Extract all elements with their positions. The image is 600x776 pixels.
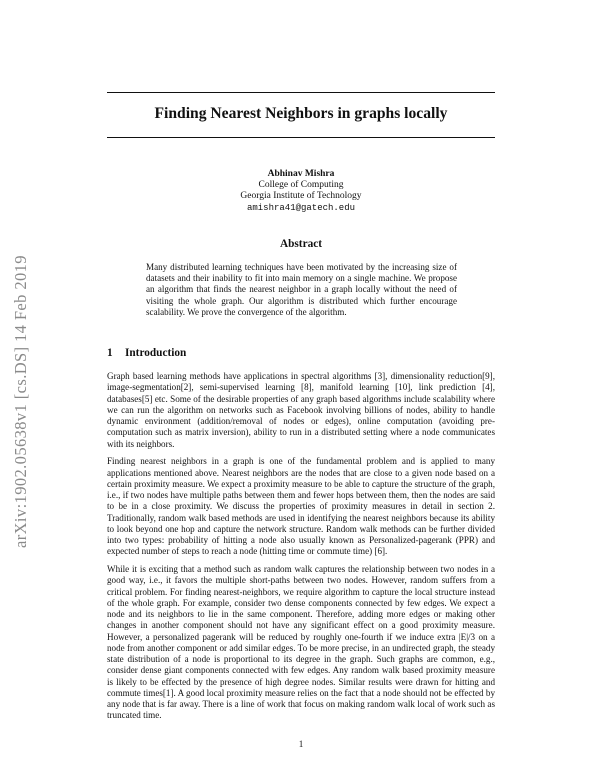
author-email: amishra41@gatech.edu — [246, 202, 356, 213]
author-name: Abhinav Mishra — [267, 169, 335, 179]
body-paragraph: Finding nearest neighbors in a graph is one of the fundamental problem and is applied to many applications mentioned above. Nearest neighbors are the nodes that are close to a given node based on a certain proximity measure. We expect a proximity measure to be able to capture the structure of the graph, i.e., if two nodes have multiple paths between them and fewer hops between them, then the nodes are said to be in a close proximity. We discuss the properties of proximity measures in detail in section 2. Traditionally, random walk based methods are used in identifying the nearest neighbors because its ability to look beyond one hop and capture the network structure. Random walk methods can be further divided into two types: probability of hitting a node also usually known as Personalized-pagerank (PPR) and expected number of steps to reach a node (hitting time or commute time) [6]. — [107, 456, 495, 557]
page-number: 1 — [298, 739, 304, 749]
body-paragraph: Graph based learning methods have applications in spectral algorithms [3], dimensionality reduction[9], image-segmentation[2], semi-supervised learning [8], manifold learning [10], link prediction [4], databases[5] etc. Some of the desirable properties of any graph based algorithms include scalability where we can run the algorithm on networks such as Facebook involving billions of nodes, ability to handle dynamic environment (addition/removal of nodes or edges), online computation (avoiding pre-computation such as matrix inversion), ability to run in a distributed setting where a node communicates with its neighbors. — [107, 371, 495, 449]
section-title: Introduction — [125, 347, 187, 359]
introduction-body — [107, 371, 495, 728]
paper-title: Finding Nearest Neighbors in graphs locally — [154, 105, 448, 122]
section-number: 1 — [107, 347, 113, 359]
abstract-text: Many distributed learning techniques have been motivated by the increasing size of datasets and their inability to fit into main memory on a single machine. We propose an algorithm that finds the nearest neighbor in a graph locally without the need of visiting the whole graph. Our algorithm is distributed which further encourage scalability. We prove the convergence of the algorithm. — [146, 262, 457, 317]
author-affiliation-college: College of Computing — [258, 180, 344, 191]
abstract-heading: Abstract — [279, 238, 323, 250]
arxiv-identifier: arXiv:1902.05638v1 [cs.DS] 14 Feb 2019 — [11, 255, 30, 548]
title-rule-bottom — [107, 137, 495, 138]
title-rule-top — [107, 92, 495, 93]
section-heading-introduction — [107, 346, 495, 360]
author-block — [107, 169, 495, 214]
author-affiliation-institute: Georgia Institute of Technology — [240, 191, 362, 202]
body-paragraph: While it is exciting that a method such as random walk captures the relationship between two nodes in a good way, i.e., it favors the multiple short-paths between two nodes. However, random suffers from a critical problem. For finding nearest-neighbors, we require algorithm to capture the local structure instead of the whole graph. For example, consider two dense components connected by few edges. We expect a node and its neighbors to lie in the same component. Therefore, adding more edges or making other changes in another component should not have any significant effect on a good proximity measure. However, a personalized pagerank will be reduced by roughly one-fourth if we induce extra |E|/3 on a node from another component or add similar edges. To be more precise, in an undirected graph, the steady state distribution of a node is proportional to its degree in the graph. Such graphs are common, e.g., consider dense giant components connected with few edges. Any random walk based proximity measure is likely to be effected by the presence of high degree nodes. Similar results were drawn for hitting and commute times[1]. A good local proximity measure relies on the fact that a node should not be effected by any node that is far away. There is a line of work that focus on making random walk local of work such as truncated time. — [107, 564, 495, 721]
